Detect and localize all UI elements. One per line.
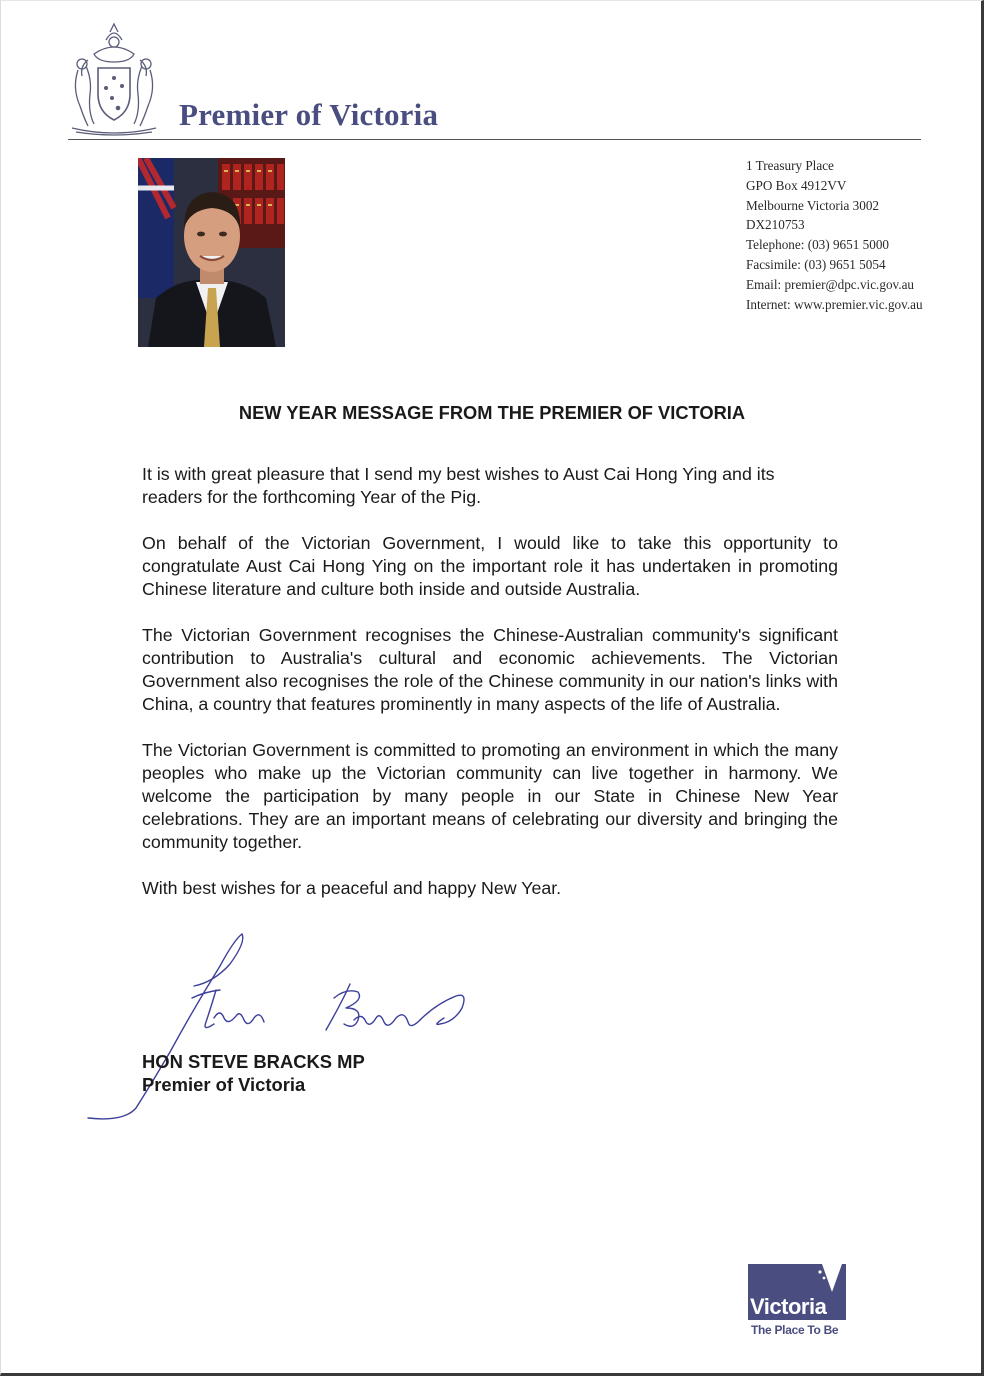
premier-portrait-photo [138,158,285,347]
address-email: Email: premier@dpc.vic.gov.au [746,276,915,292]
signatory-position: Premier of Victoria [142,1074,306,1095]
letterhead-title: Premier of Victoria [179,97,439,132]
letter-paragraph-2: On behalf of the Victorian Government, I would like to take this opportunity to congratulate Aust Cai Hong Ying on the important role it has undertaken in promoting Chinese literature and culture both inside and outside Australia. [142,533,838,599]
svg-text:The Place To Be: The Place To Be [751,1323,839,1337]
address-street: 1 Treasury Place [746,158,834,173]
letter-paragraph-3: The Victorian Government recognises the Chinese-Australian community's significant contribution to Australia's cultural and economic achievements. The Victorian Government also recognises the role of the Chinese community in our nation's links with China, a country that features prominently in many aspects of the life of Australia. [142,625,838,714]
letter-body [142,463,838,923]
address-internet: Internet: www.premier.vic.gov.au [746,296,923,312]
letter-heading: NEW YEAR MESSAGE FROM THE PREMIER OF VICTORIA [238,402,746,423]
contact-address-block [746,156,923,314]
coat-of-arms-icon [66,20,162,136]
address-city: Melbourne Victoria 3002 [746,197,880,213]
address-facsimile: Facsimile: (03) 9651 5054 [746,256,886,272]
letter-paragraph-5: With best wishes for a peaceful and happy New Year. [142,878,562,898]
address-dx: DX210753 [746,217,805,233]
address-telephone: Telephone: (03) 9651 5000 [746,237,890,253]
signatory-block [142,1050,365,1096]
letter-paragraph-4: The Victorian Government is committed to promoting an environment in which the many peoples who make up the Victorian community can live together in harmony. We welcome the participation by many people in our State in Chinese New Year celebrations. They are an important means of celebrating our diversity and bringing the community together. [142,740,838,852]
letter-paragraph-1: It is with great pleasure that I send my best wishes to Aust Cai Hong Ying and its readers for the forthcoming Year of the Pig. [142,464,775,507]
header-divider [68,139,921,140]
svg-text:Victoria: Victoria [750,1294,827,1319]
signatory-name: HON STEVE BRACKS MP [142,1051,365,1072]
victoria-the-place-to-be-logo [748,1264,848,1338]
address-po-box: GPO Box 4912VV [746,177,847,193]
